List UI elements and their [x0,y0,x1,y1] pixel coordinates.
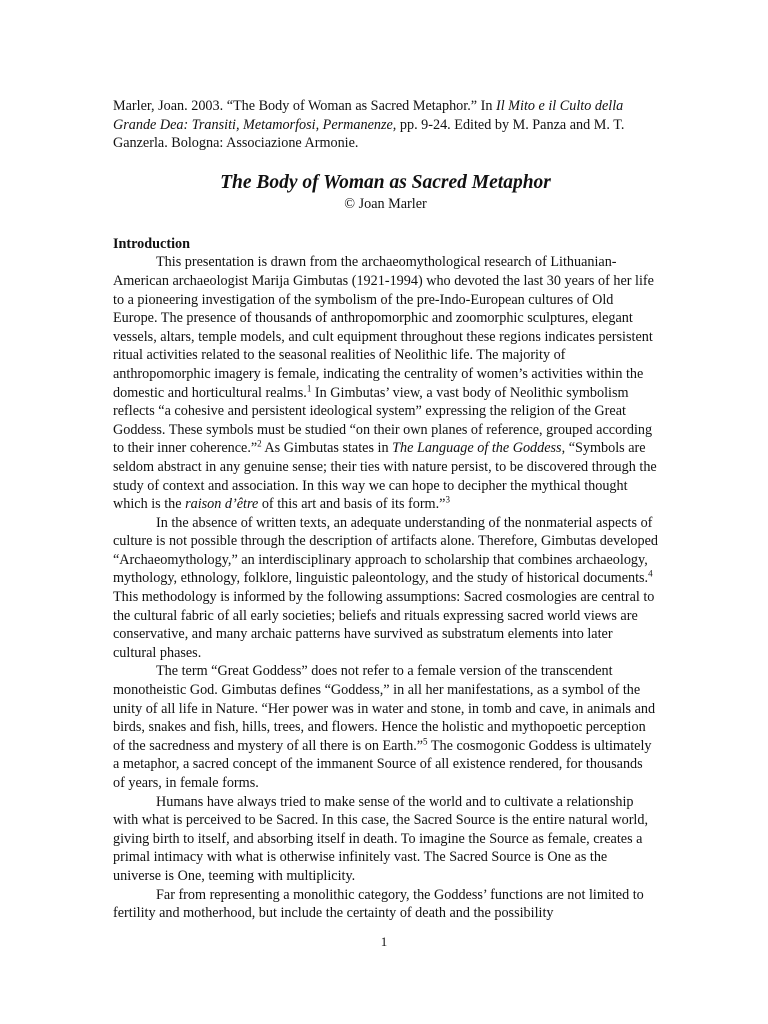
paragraph-5: Far from representing a monolithic category, the Goddess’ functions are not limited to fertility and motherhood, but include the certainty of death and the possibility [113,886,644,922]
paragraph-4: Humans have always tried to make sense of the world and to cultivate a relationship with what is perceived to be Sacred. In this case, the Sacred Source is the entire natural world, giving birth to itself, and absorbing itself in death. To imagine the Source as female, creates a primal intimacy with what is otherwise infinitely vast. The Sacred Source is One as the universe is One, teeming with multiplicity. [113,793,649,884]
footnote-marker-2[interactable]: 2 [257,438,262,449]
paragraph-1-text-d: , “Symbols are seldom abstract in any genuine sense; their ties with nature persist, to be discovered through the study of context and association. In this way we can hope to decipher the mythical thought which is the [113,440,657,513]
italic-phrase-raison-detre: raison d’être [185,496,259,513]
paragraph-2 [113,514,658,663]
bibliographic-citation [113,97,658,153]
footnote-marker-5[interactable]: 5 [423,736,428,747]
citation-text-1: Marler, Joan. 2003. “The Body of Woman as Sacred Metaphor.” In [113,98,496,114]
author-byline: © Joan Marler [344,195,427,212]
footnote-marker-4[interactable]: 4 [648,568,653,579]
paragraph-3-text-a: The term “Great Goddess” does not refer to a female version of the transcendent monotheistic God. Gimbutas defines “Goddess,” in all her manifestations, as a symbol of the unity of all life in Nature. “Her power was in water and stone, in tomb and cave, in animals and birds, snakes and fish, hills, trees, and flowers. Hence the holistic and mythopoetic perception of the sacredness and mystery of all there is on Earth.” [113,663,656,754]
citation-book-title: Il Mito e il Culto della Grande Dea: Transiti, Metamorfosi, Permanenze, [113,98,624,133]
document-page [113,97,658,923]
footnote-marker-3[interactable]: 3 [445,494,450,505]
paragraph-1-text-e: of this art and basis of its form.” [258,496,446,513]
citation-text-2: pp. 9-24. Edited by M. Panza and M. T. Ganzerla. Bologna: Associazione Armonie. [113,116,625,152]
paragraph-1 [113,253,658,513]
document-title: The Body of Woman as Sacred Metaphor [220,171,551,193]
paragraph-2-text-a: In the absence of written texts, an adequate understanding of the nonmaterial aspects of culture is not possible through the description of artifacts alone. Therefore, Gimbutas developed “Archaeomythology,” an interdisciplinary approach to scholarship that combines archaeology, mythology, ethnology, folklore, linguistic paleontology, and the study of historical documents. [113,514,659,587]
footnote-marker-1[interactable]: 1 [306,382,312,393]
paragraph-3-text-b: The cosmogonic Goddess is ultimately a metaphor, a sacred concept of the immanent Source of all existence rendered, for thousands of years, in female forms. [113,737,652,791]
book-title-language-of-the-goddess: The Language of the Goddess [392,440,562,457]
paragraph-3 [113,662,658,792]
paragraph-1-text-a: This presentation is drawn from the archaeomythological research of Lithuanian-American archaeologist Marija Gimbutas (1921-1994) who devoted the last 30 years of her life to a pioneering investigation of the symbolism of the pre-Indo-European cultures of Old Europe. The presence of thousands of anthropomorphic and zoomorphic sculptures, elegant vessels, altars, temple models, and cult equipment throughout these regions indicates persistent ritual activities related to the seasonal realities of Neolithic life. The majority of anthropomorphic imagery is female, indicating the centrality of women’s activities within the domestic and horticultural realms. [113,254,654,401]
paragraph-1-text-c: As Gimbutas states in [261,440,393,457]
paragraph-1-text-b: In Gimbutas’ view, a vast body of Neolithic symbolism reflects “a cohesive and persistent ideological system” expressing the religion of the Great Goddess. These symbols must be studied “on their own planes of reference, grouped according to their inner coherence.” [113,384,653,457]
title-block [113,171,658,213]
page-number: 1 [380,934,388,949]
paragraph-2-text-b: This methodology is informed by the following assumptions: Sacred cosmologies are central to the cultural fabric of all early societies; beliefs and rituals expressing sacred world views are conservative, and many archaic patterns have survived as substratum elements into later cultural phases. [113,589,655,661]
section-heading-introduction: Introduction [113,235,190,252]
